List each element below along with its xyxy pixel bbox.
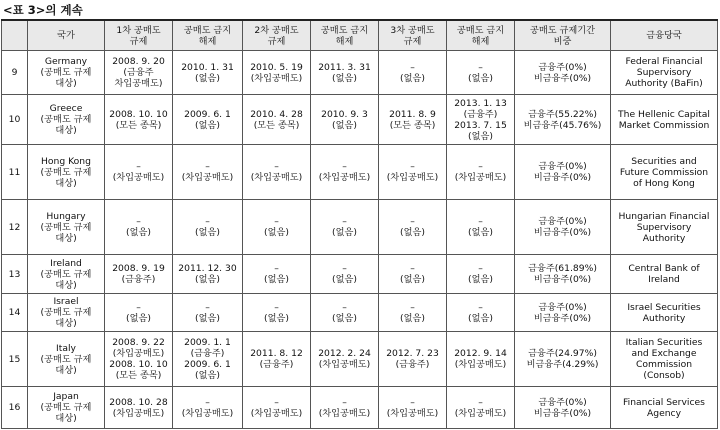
country-cell: Japan (공매도 규제 대상) (28, 387, 105, 429)
header-no (2, 20, 28, 51)
second-lift-cell: 2010. 9. 3 (없음) (311, 95, 379, 145)
table-row (2, 255, 718, 294)
third-regulation-cell: – (차입공매도) (379, 145, 447, 200)
authority-cell: Securities and Future Commission of Hong Kong (611, 145, 718, 200)
first-lift-cell: – (차입공매도) (173, 387, 243, 429)
authority-cell: Italian Securities and Exchange Commission (Consob) (611, 332, 718, 387)
second-regulation-cell: 2010. 5. 19 (차입공매도) (243, 51, 311, 95)
header-third-lift: 공매도 금지 해제 (447, 20, 515, 51)
header-third-regulation: 3차 공매도 규제 (379, 20, 447, 51)
row-number: 11 (2, 145, 28, 200)
table-row (2, 387, 718, 429)
authority-cell: Hungarian Financial Supervisory Authority (611, 200, 718, 255)
regulation-share-cell: 금융주(0%) 비금융주(0%) (515, 51, 611, 95)
second-lift-cell: – (차입공매도) (311, 387, 379, 429)
table-row (2, 95, 718, 145)
table-row (2, 332, 718, 387)
row-number: 13 (2, 255, 28, 294)
authority-cell: Financial Services Agency (611, 387, 718, 429)
authority-cell: Federal Financial Supervisory Authority (BaFin) (611, 51, 718, 95)
second-regulation-cell: – (없음) (243, 294, 311, 332)
first-lift-cell: 2009. 6. 1 (없음) (173, 95, 243, 145)
second-lift-cell: 2011. 3. 31 (없음) (311, 51, 379, 95)
second-lift-cell: – (없음) (311, 200, 379, 255)
regulation-share-cell: 금융주(24.97%) 비금융주(4.29%) (515, 332, 611, 387)
third-lift-cell: – (없음) (447, 255, 515, 294)
country-cell: Germany (공매도 규제 대상) (28, 51, 105, 95)
third-regulation-cell: – (없음) (379, 200, 447, 255)
header-country: 국가 (28, 20, 105, 51)
third-regulation-cell: 2011. 8. 9 (모든 종목) (379, 95, 447, 145)
first-regulation-cell: 2008. 10. 10 (모든 종목) (105, 95, 173, 145)
third-regulation-cell: – (없음) (379, 255, 447, 294)
first-regulation-cell: – (없음) (105, 294, 173, 332)
second-regulation-cell: – (없음) (243, 200, 311, 255)
country-cell: Hungary (공매도 규제 대상) (28, 200, 105, 255)
second-lift-cell: – (없음) (311, 255, 379, 294)
header-first-regulation: 1차 공매도 규제 (105, 20, 173, 51)
header-second-regulation: 2차 공매도 규제 (243, 20, 311, 51)
short-selling-table (1, 19, 718, 429)
header-authority: 금융당국 (611, 20, 718, 51)
row-number: 9 (2, 51, 28, 95)
third-regulation-cell: – (차입공매도) (379, 387, 447, 429)
second-regulation-cell: – (차입공매도) (243, 387, 311, 429)
third-lift-cell: – (차입공매도) (447, 387, 515, 429)
third-lift-cell: – (없음) (447, 294, 515, 332)
third-regulation-cell: – (없음) (379, 51, 447, 95)
second-lift-cell: – (차입공매도) (311, 145, 379, 200)
country-cell: Italy (공매도 규제 대상) (28, 332, 105, 387)
first-lift-cell: 2011. 12. 30 (없음) (173, 255, 243, 294)
row-number: 14 (2, 294, 28, 332)
third-lift-cell: – (없음) (447, 200, 515, 255)
first-lift-cell: – (차입공매도) (173, 145, 243, 200)
country-cell: Israel (공매도 규제 대상) (28, 294, 105, 332)
first-regulation-cell: 2008. 9. 20 (금융주 차입공매도) (105, 51, 173, 95)
regulation-share-cell: 금융주(55.22%) 비금융주(45.76%) (515, 95, 611, 145)
regulation-share-cell: 금융주(0%) 비금융주(0%) (515, 145, 611, 200)
second-regulation-cell: 2011. 8. 12 (금융주) (243, 332, 311, 387)
header-regulation-share: 공매도 규제기간 비중 (515, 20, 611, 51)
third-lift-cell: 2012. 9. 14 (차입공매도) (447, 332, 515, 387)
authority-cell: The Hellenic Capital Market Commission (611, 95, 718, 145)
table-caption: <표 3>의 계속 (3, 3, 83, 17)
country-cell: Hong Kong (공매도 규제 대상) (28, 145, 105, 200)
table-row (2, 294, 718, 332)
second-lift-cell: 2012. 2. 24 (차입공매도) (311, 332, 379, 387)
first-regulation-cell: 2008. 9. 22 (차입공매도) 2008. 10. 10 (모든 종목) (105, 332, 173, 387)
table-row (2, 145, 718, 200)
header-first-lift: 공매도 금지 해제 (173, 20, 243, 51)
third-lift-cell: 2013. 1. 13 (금융주) 2013. 7. 15 (없음) (447, 95, 515, 145)
first-lift-cell: 2009. 1. 1 (금융주) 2009. 6. 1 (없음) (173, 332, 243, 387)
authority-cell: Israel Securities Authority (611, 294, 718, 332)
second-regulation-cell: – (없음) (243, 255, 311, 294)
regulation-share-cell: 금융주(61.89%) 비금융주(0%) (515, 255, 611, 294)
table-row (2, 200, 718, 255)
first-regulation-cell: – (없음) (105, 200, 173, 255)
table-row (2, 51, 718, 95)
third-regulation-cell: 2012. 7. 23 (금융주) (379, 332, 447, 387)
third-lift-cell: – (없음) (447, 51, 515, 95)
regulation-share-cell: 금융주(0%) 비금융주(0%) (515, 387, 611, 429)
row-number: 10 (2, 95, 28, 145)
country-cell: Greece (공매도 규제 대상) (28, 95, 105, 145)
first-regulation-cell: 2008. 9. 19 (금융주) (105, 255, 173, 294)
regulation-share-cell: 금융주(0%) 비금융주(0%) (515, 200, 611, 255)
authority-cell: Central Bank of Ireland (611, 255, 718, 294)
first-lift-cell: 2010. 1. 31 (없음) (173, 51, 243, 95)
row-number: 16 (2, 387, 28, 429)
first-lift-cell: – (없음) (173, 294, 243, 332)
country-cell: Ireland (공매도 규제 대상) (28, 255, 105, 294)
second-regulation-cell: 2010. 4. 28 (모든 종목) (243, 95, 311, 145)
table-header-row (2, 20, 718, 51)
first-lift-cell: – (없음) (173, 200, 243, 255)
row-number: 15 (2, 332, 28, 387)
row-number: 12 (2, 200, 28, 255)
third-regulation-cell: – (없음) (379, 294, 447, 332)
third-lift-cell: – (차입공매도) (447, 145, 515, 200)
regulation-share-cell: 금융주(0%) 비금융주(0%) (515, 294, 611, 332)
second-regulation-cell: – (차입공매도) (243, 145, 311, 200)
first-regulation-cell: 2008. 10. 28 (차입공매도) (105, 387, 173, 429)
first-regulation-cell: – (차입공매도) (105, 145, 173, 200)
header-second-lift: 공매도 금지 해제 (311, 20, 379, 51)
second-lift-cell: – (없음) (311, 294, 379, 332)
